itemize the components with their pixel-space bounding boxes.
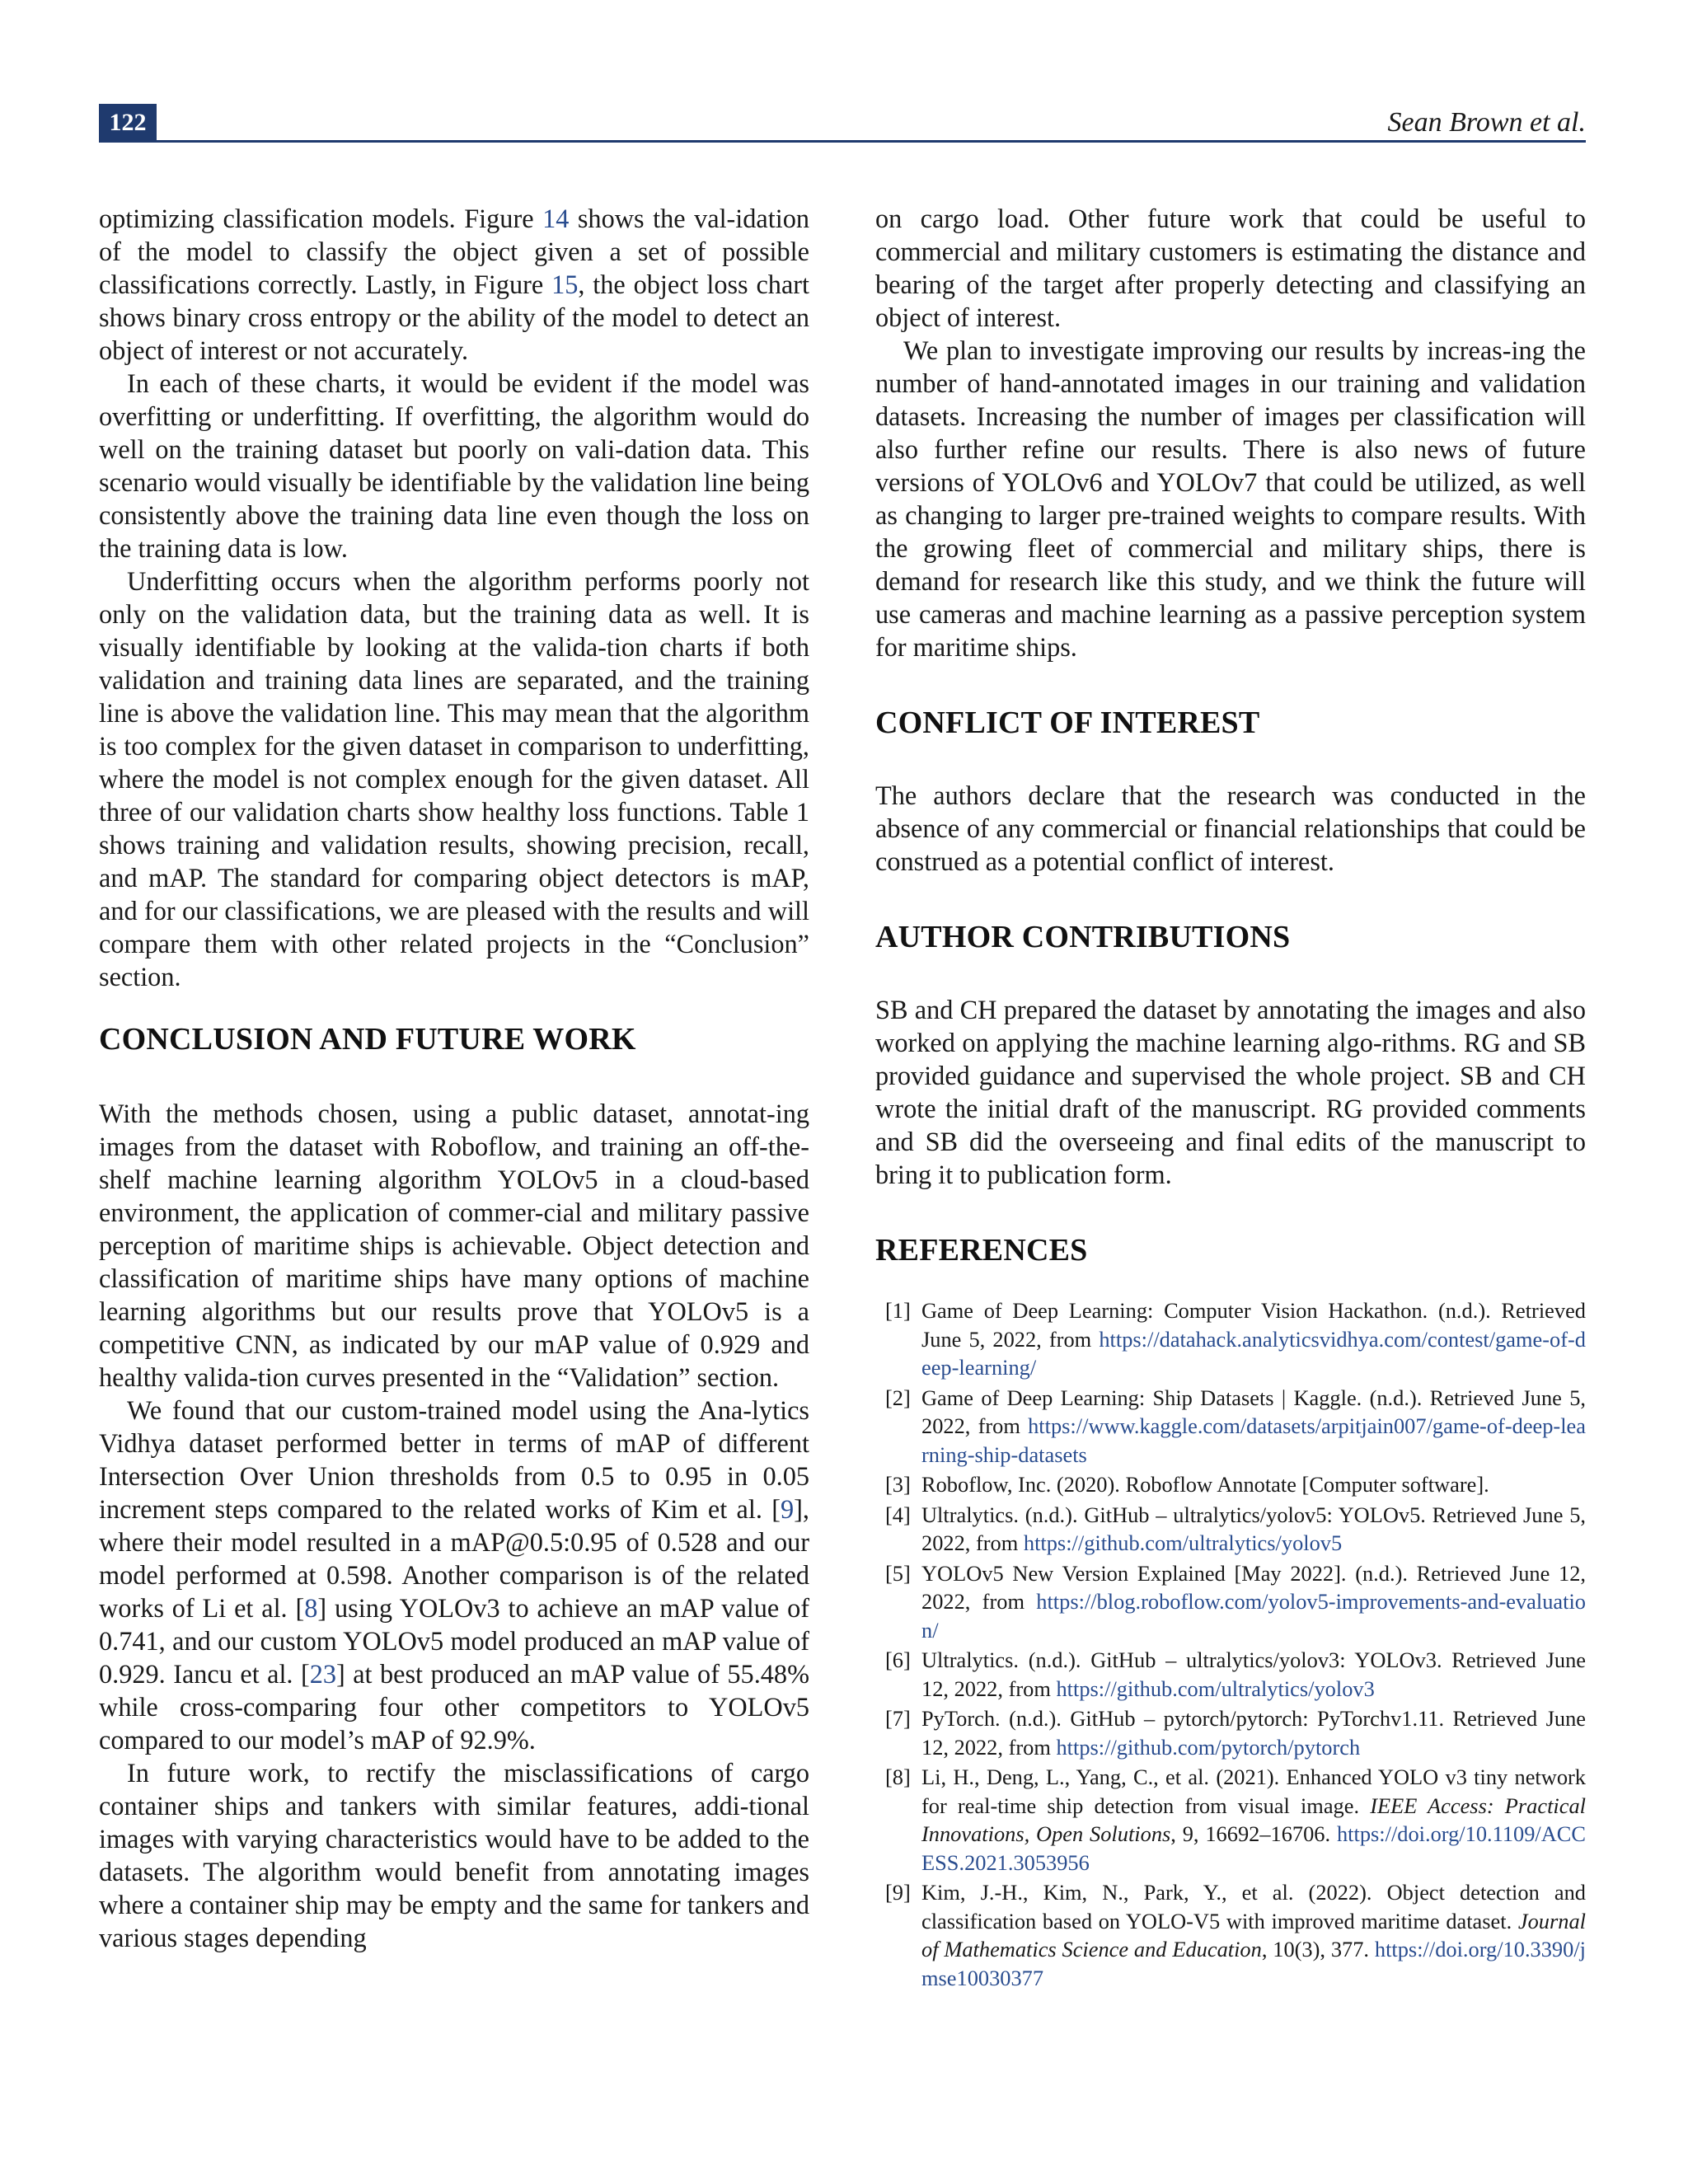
reference-number: [7] <box>885 1706 911 1731</box>
text: shows the val-idation of the model to classify the object given a set of possible classifications correctly. Lastly, in Figure <box>99 204 809 299</box>
paragraph: We plan to investigate improving our results by increas-ing the number of hand-annotated images in our training and validation datasets. Increasing the number of images per classification will also further refine our results. There is also news of future versions of YOLOv6 and YOLOv7 that could be utilized, as well as changing to larger pre-trained weights to compare results. With the growing fleet of commercial and military ships, there is demand for research like this study, and we think the future will use cameras and machine learning as a passive perception system for maritime ships. <box>875 335 1586 662</box>
citation-link[interactable]: 9 <box>781 1494 795 1524</box>
paragraph: In future work, to rectify the misclassifications of cargo container ships and tankers with similar features, addi-tional images with varying characteristics would have to be added to the datasets. The algorithm would benefit from annotating images where a container ship may be empty and the same for tankers and various stages depending <box>99 1758 809 1952</box>
reference-text: Ultralytics. (n.d.). GitHub – ultralytics/yolov5: YOLOv5. Retrieved June 5, 2022, from <box>921 1502 1586 1555</box>
reference-item <box>875 1704 1586 1761</box>
text: ] using YOLOv3 to achieve an mAP value of 0.741, and our custom YOLOv5 model produced an mAP value of 0.929. Iancu et al. [ <box>99 1593 809 1689</box>
header-rule <box>99 140 1586 143</box>
paragraph: With the methods chosen, using a public dataset, annotat-ing images from the dataset with Roboflow, and training an off-the-shelf machine learning algorithm YOLOv5 in a cloud-based environment, the application of commer-cial and military passive perception of maritime ships is achievable. Object detection and classification of maritime ships have many options of machine learning algorithms but our results prove that YOLOv5 is a competitive CNN, as indicated by our mAP value of 0.929 and healthy valida-tion curves presented in the “Validation” section. <box>99 1099 809 1392</box>
reference-link[interactable]: https://doi.org/10.3390/jmse10030377 <box>921 1937 1586 1990</box>
right-column <box>875 202 1586 1994</box>
reference-link[interactable]: https://doi.org/10.1109/ACCESS.2021.3053956 <box>921 1821 1587 1875</box>
reference-item <box>875 1501 1586 1558</box>
reference-item <box>875 1384 1586 1469</box>
text: We found that our custom-trained model using the Ana-lytics Vidhya dataset performed better in terms of mAP of different Intersection Over Union thresholds from 0.5 to 0.95 in 0.05 increment steps compared to the related works of Kim et al. [ <box>99 1395 809 1524</box>
reference-text: Kim, J.-H., Kim, N., Park, Y., et al. (2022). Object detection and classification based on YOLO-V5 with improved maritime dataset. <box>921 1880 1586 1933</box>
paragraph: on cargo load. Other future work that could be useful to commercial and military customers is estimating the distance and bearing of the target after properly detecting and classifying an object of interest. <box>875 204 1586 332</box>
text: ] at best produced an mAP value of 55.48% while cross-comparing four other competitors to YOLOv5 compared to our model’s mAP of 92.9%. <box>99 1659 809 1755</box>
paragraph: Underfitting occurs when the algorithm performs poorly not only on the validation data, but the training data as well. It is visually identifiable by looking at the valida-tion charts if both validation and training data lines are separated, and the training line is above the validation line. This may mean that the algorithm is too complex for the given dataset in comparison to underfitting, where the model is not complex enough for the given dataset. All three of our validation charts show healthy loss functions. Table 1 shows training and validation results, showing precision, recall, and mAP. The standard for comparing object detectors is mAP, and for our classifications, we are pleased with the results and will compare them with other related projects in the “Conclusion” section. <box>99 566 809 991</box>
reference-number: [3] <box>885 1472 911 1497</box>
section-heading: REFERENCES <box>875 1233 1088 1268</box>
reference-link[interactable]: https://github.com/ultralytics/yolov3 <box>1056 1675 1375 1701</box>
section-heading: AUTHOR CONTRIBUTIONS <box>875 920 1291 954</box>
paragraph <box>99 1394 809 1756</box>
section-heading: CONCLUSION AND FUTURE WORK <box>99 1022 636 1057</box>
paragraph <box>99 202 809 367</box>
reference-text: Li, H., Deng, L., Yang, C., et al. (2021). Enhanced YOLO v3 tiny network for real-time ship detection from visual image. <box>921 1765 1586 1818</box>
reference-journal: IEEE Access: Practical Innovations, Open Solutions <box>921 1793 1586 1846</box>
reference-item <box>875 1878 1586 1992</box>
reference-item <box>875 1559 1586 1645</box>
page-header <box>99 104 1586 142</box>
section-heading: CONFLICT OF INTEREST <box>875 705 1260 740</box>
reference-detail: , 9, 16692–16706. <box>1170 1821 1337 1846</box>
reference-journal: Journal of Mathematics Science and Education <box>921 1908 1586 1961</box>
reference-number: [1] <box>885 1298 911 1323</box>
citation-link[interactable]: 23 <box>309 1659 337 1689</box>
running-head: Sean Brown et al. <box>1387 107 1586 138</box>
reference-number: [9] <box>885 1880 911 1905</box>
paragraph: In each of these charts, it would be evident if the model was overfitting or underfitting. If overfitting, the algorithm would do well on the training dataset but poorly on vali-dation data. This scenario would visually be identifiable by the validation line being consistently above the training data line even though the loss on the training data is low. <box>99 368 809 563</box>
reference-link[interactable]: https://github.com/ultralytics/yolov5 <box>1023 1530 1343 1555</box>
text: ], where their model resulted in a mAP@0.5:0.95 of 0.528 and our model performed at 0.598. Another comparison is of the related works of Li et al. [ <box>99 1494 809 1623</box>
reference-link[interactable]: https://blog.roboflow.com/yolov5-improvements-and-evaluation/ <box>921 1589 1586 1643</box>
reference-item <box>875 1296 1586 1382</box>
page-number: 122 <box>99 104 157 142</box>
reference-text: PyTorch. (n.d.). GitHub – pytorch/pytorch: PyTorchv1.11. Retrieved June 12, 2022, from <box>921 1706 1586 1760</box>
reference-link[interactable]: https://datahack.analyticsvidhya.com/contest/game-of-deep-learning/ <box>921 1326 1586 1380</box>
citation-link[interactable]: 8 <box>304 1593 318 1623</box>
figure-link[interactable]: 14 <box>542 204 570 233</box>
reference-number: [8] <box>885 1765 911 1789</box>
reference-number: [5] <box>885 1560 911 1586</box>
text: optimizing classification models. Figure <box>99 204 543 233</box>
paragraph: SB and CH prepared the dataset by annotating the images and also worked on applying the machine learning algo-rithms. RG and SB provided guidance and supervised the whole project. SB and CH wrote the initial draft of the manuscript. RG provided comments and SB did the overseeing and final edits of the manuscript to bring it to publication form. <box>875 995 1586 1189</box>
left-column <box>99 202 809 1954</box>
reference-link[interactable]: https://www.kaggle.com/datasets/arpitjain007/game-of-deep-learning-ship-datasets <box>921 1413 1586 1467</box>
reference-detail: , 10(3), 377. <box>1261 1937 1375 1961</box>
reference-item <box>875 1646 1586 1703</box>
reference-text: Roboflow, Inc. (2020). Roboflow Annotate [Computer software]. <box>921 1472 1489 1497</box>
reference-list <box>875 1296 1586 1992</box>
reference-number: [4] <box>885 1502 911 1527</box>
reference-number: [6] <box>885 1647 911 1672</box>
text: , the object loss chart shows binary cross entropy or the ability of the model to detect an object of interest or not accurately. <box>99 269 810 365</box>
reference-item <box>875 1763 1586 1877</box>
figure-link[interactable]: 15 <box>551 269 579 299</box>
reference-link[interactable]: https://github.com/pytorch/pytorch <box>1056 1734 1361 1760</box>
reference-text: Game of Deep Learning: Computer Vision Hackathon. (n.d.). Retrieved June 5, 2022, from <box>921 1298 1586 1352</box>
reference-item <box>875 1470 1586 1499</box>
reference-text: Game of Deep Learning: Ship Datasets | Kaggle. (n.d.). Retrieved June 5, 2022, from <box>921 1385 1586 1438</box>
reference-text: YOLOv5 New Version Explained [May 2022]. (n.d.). Retrieved June 12, 2022, from <box>921 1560 1586 1614</box>
paragraph: The authors declare that the research was conducted in the absence of any commercial or financial relationships that could be construed as a potential conflict of interest. <box>875 780 1586 876</box>
reference-text: Ultralytics. (n.d.). GitHub – ultralytics/yolov3: YOLOv3. Retrieved June 12, 2022, from <box>921 1647 1586 1701</box>
reference-number: [2] <box>885 1385 911 1410</box>
